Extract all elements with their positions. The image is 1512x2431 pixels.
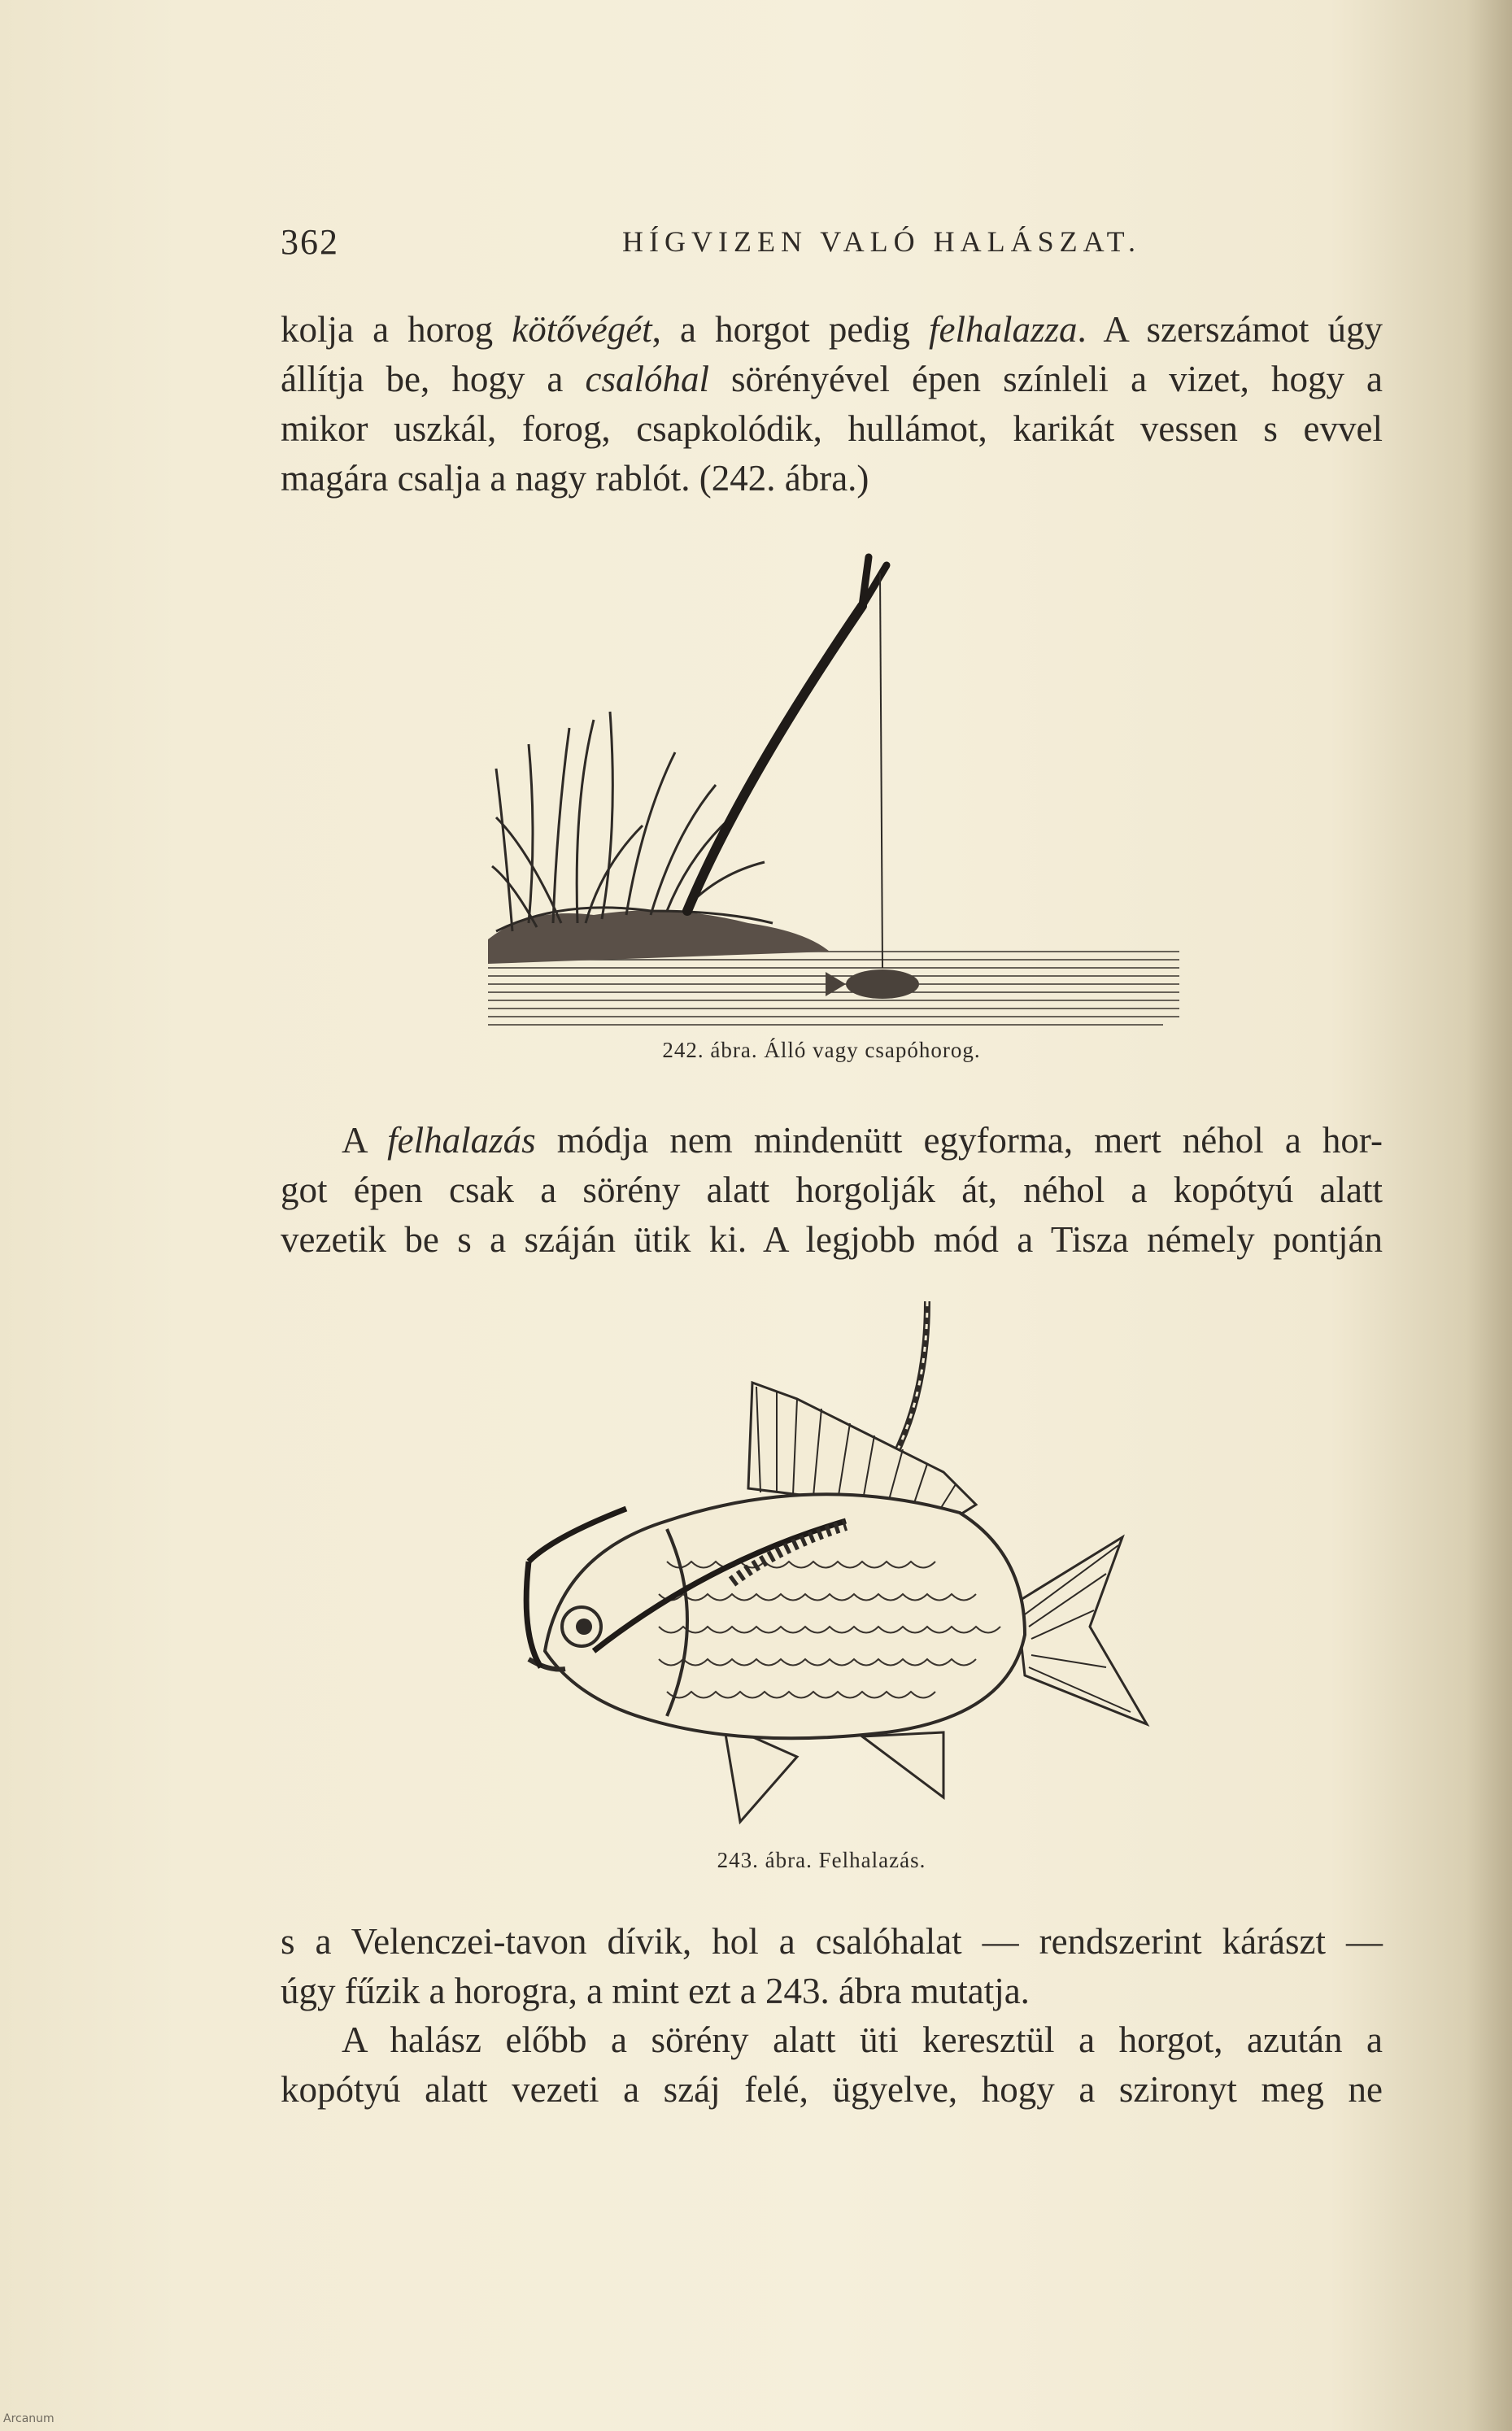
paragraph-4	[281, 2015, 1383, 2115]
paragraph-1	[281, 305, 1383, 503]
paragraph-2	[281, 1116, 1383, 1265]
figure-243-caption: 243. ábra. Felhalazás.	[717, 1848, 926, 1872]
scan-watermark: Arcanum	[3, 2412, 54, 2425]
text-line: A felhalazás módja nem mindenütt egyforma, mert néhol a hor-	[342, 1120, 1383, 1161]
paragraph-3	[281, 1917, 1383, 2016]
page-header	[281, 221, 1379, 270]
text-line: kopótyú alatt vezeti a száj felé, ügyelve, hogy a szironyt meg ne	[281, 2069, 1383, 2110]
text-line: got épen csak a sörény alatt horgolják át, néhol a kopótyú alatt	[281, 1170, 1383, 1210]
figure-243-illustration	[504, 1293, 1155, 1846]
figure-242-caption: 242. ábra. Álló vagy csapóhorog.	[662, 1038, 981, 1062]
text-line: s a Velenczei-tavon dívik, hol a csalóhalat — rendszerint kárászt —	[281, 1921, 1383, 1962]
text-line: mikor uszkál, forog, csapkolódik, hullámot, karikát vessen s evvel	[281, 408, 1383, 449]
text-line: úgy fűzik a horogra, a mint ezt a 243. ábra mutatja.	[281, 1971, 1030, 2011]
page-number: 362	[281, 222, 339, 262]
text-line: kolja a horog kötővégét, a horgot pedig felhalazza. A szerszámot úgy	[281, 309, 1383, 350]
text-line: állítja be, hogy a csalóhal sörényével épen színleli a vizet, hogy a	[281, 359, 1383, 399]
running-head: HÍGVIZEN VALÓ HALÁSZAT.	[622, 225, 1141, 258]
text-line: A halász előbb a sörény alatt üti keresztül a horgot, azután a	[342, 2019, 1383, 2060]
text-line: magára csalja a nagy rablót. (242. ábra.)	[281, 458, 869, 499]
text-line: vezetik be s a száján ütik ki. A legjobb mód a Tisza némely pontján	[281, 1219, 1383, 1260]
figure-242-illustration	[480, 541, 1187, 1033]
